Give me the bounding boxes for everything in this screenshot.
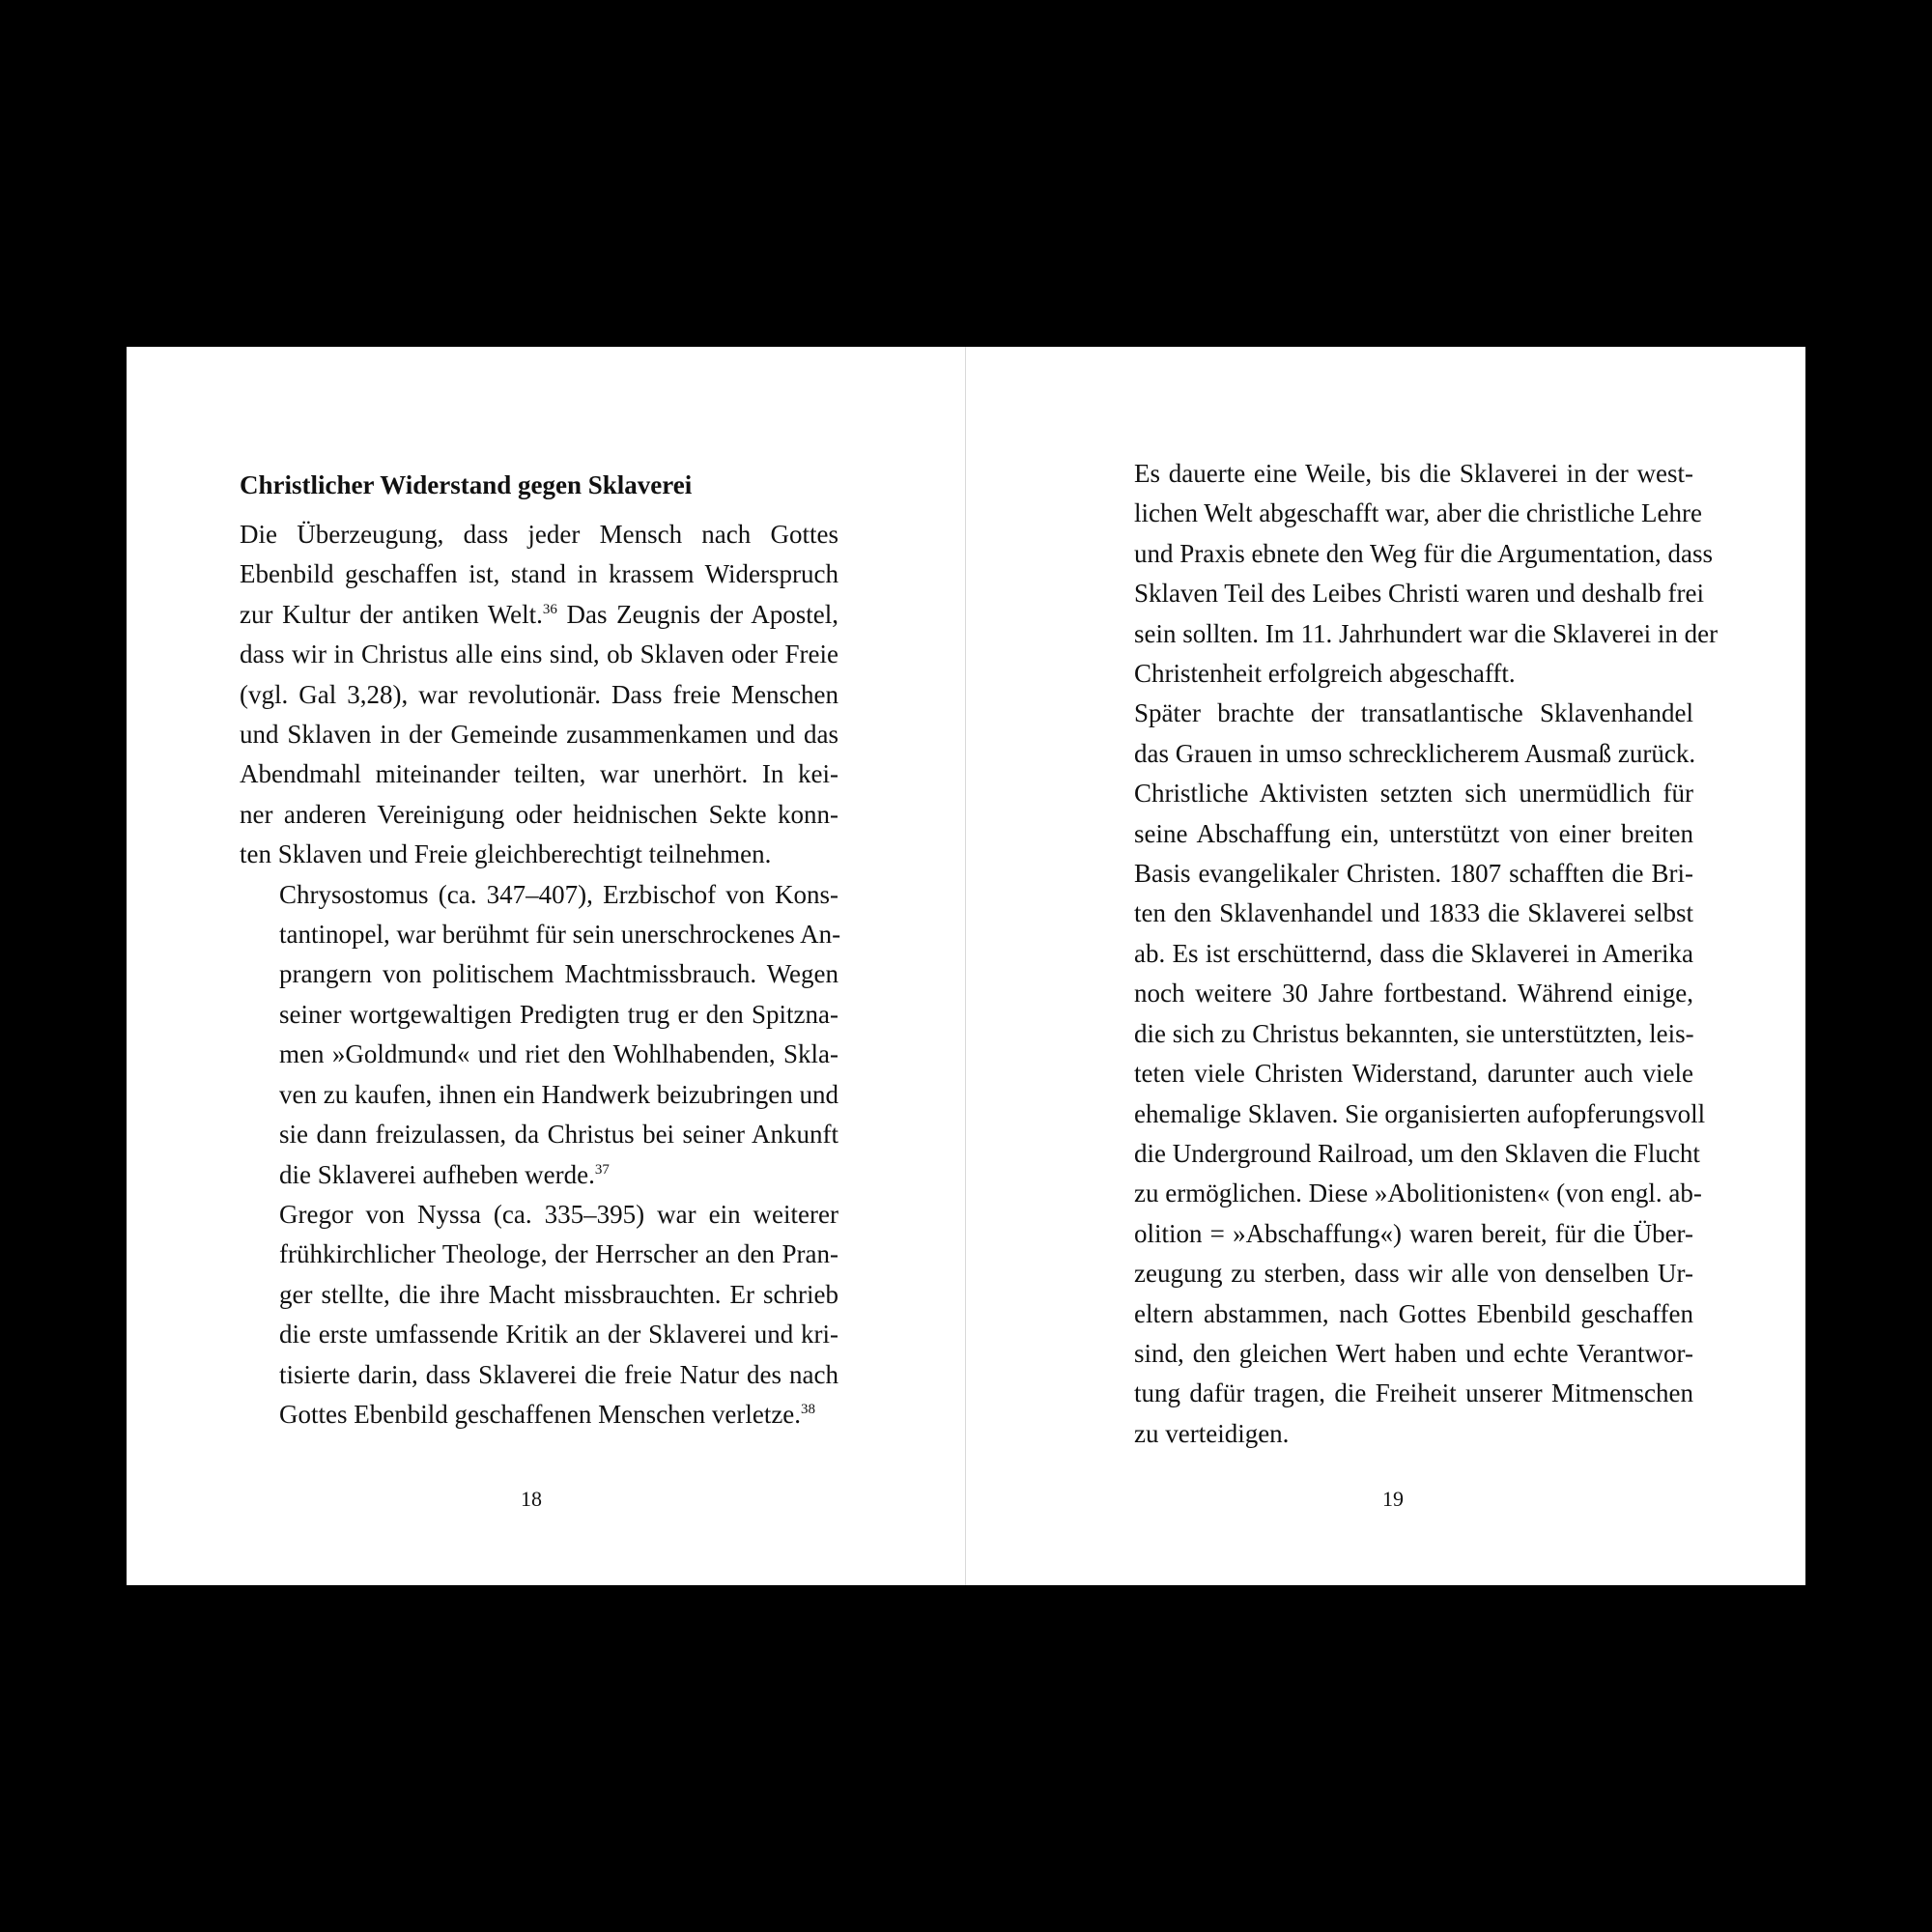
text-line: [1094, 1374, 1693, 1413]
text-line: [240, 835, 838, 874]
paragraph: [240, 1195, 838, 1435]
line-text: Es dauerte eine Weile, bis die Sklaverei in der west-: [1134, 459, 1693, 488]
text-line: [1094, 1214, 1693, 1254]
text-line: [240, 1315, 838, 1354]
text-line: [240, 515, 838, 554]
text-line: [1094, 494, 1702, 533]
footnote-marker: 37: [594, 1161, 610, 1178]
line-text: frühkirchlicher Theologe, der Herrscher an den Pran-: [279, 1239, 838, 1269]
text-line: [240, 875, 838, 915]
line-text: die Sklaverei aufheben werde.: [279, 1159, 595, 1189]
line-text: Basis evangelikaler Christen. 1807 schafften die Bri-: [1134, 859, 1693, 889]
line-text: ger stellte, die ihre Macht missbrauchten. Er schrieb: [279, 1279, 838, 1309]
text-line: [1094, 1334, 1693, 1374]
text-line: [240, 1275, 838, 1315]
line-text: ten Sklaven und Freie gleichberechtigt teilnehmen.: [240, 839, 772, 869]
text-line: [1094, 534, 1713, 574]
text-line: [1094, 774, 1693, 813]
book-spread: [127, 347, 1805, 1585]
paragraph: [1094, 454, 1719, 694]
line-text: Gregor von Nyssa (ca. 335–395) war ein weiterer: [279, 1199, 838, 1229]
line-text: (vgl. Gal 3,28), war revolutionär. Dass freie Menschen: [240, 679, 838, 709]
text-line: [240, 915, 841, 954]
line-text: teten viele Christen Widerstand, darunter auch viele: [1134, 1059, 1693, 1089]
text-line: [240, 715, 838, 754]
section-heading: Christlicher Widerstand gegen Sklaverei: [240, 470, 693, 499]
line-text: die erste umfassende Kritik an der Sklaverei und kri-: [279, 1320, 838, 1350]
text-line: [1094, 1014, 1693, 1054]
line-text: Ebenbild geschaffen ist, stand in krassem Widerspruch: [240, 559, 838, 589]
text-line: [240, 1235, 838, 1274]
paragraph: [240, 875, 841, 1195]
text-line: [1094, 1414, 1693, 1454]
text-line: [240, 635, 838, 674]
text-line: [1094, 574, 1704, 613]
text-line: [240, 954, 838, 994]
footnote-marker: 38: [801, 1401, 816, 1417]
line-text: tantinopel, war berühmt für sein unerschrockenes An-: [279, 920, 841, 950]
text-line: [1094, 974, 1693, 1013]
text-line: [240, 995, 838, 1035]
line-text: ten den Sklavenhandel und 1833 die Sklaverei selbst: [1134, 898, 1693, 928]
line-text: zeugung zu sterben, dass wir alle von denselben Ur-: [1134, 1259, 1693, 1289]
line-text: ab. Es ist erschütternd, dass die Sklaverei in Amerika: [1134, 938, 1693, 968]
right-page-body: [1094, 454, 1719, 1454]
text-line: [1094, 934, 1693, 974]
line-text: ner anderen Vereinigung oder heidnischen Sekte konn-: [240, 799, 838, 829]
text-line: [1094, 814, 1693, 854]
footnote-marker: 36: [542, 601, 557, 617]
text-line: [1094, 1134, 1700, 1174]
line-text: Christenheit erfolgreich abgeschafft.: [1134, 659, 1516, 689]
line-text: olition = »Abschaffung«) waren bereit, für die Über-: [1134, 1218, 1693, 1248]
line-text: tung dafür tragen, die Freiheit unserer Mitmenschen: [1134, 1378, 1693, 1408]
paragraph: [240, 515, 838, 875]
left-page-text: [240, 468, 841, 1435]
line-text: das Grauen in umso schrecklicherem Ausmaß zurück.: [1134, 738, 1696, 768]
text-line: [1094, 1294, 1693, 1334]
text-line: [1094, 894, 1693, 933]
line-text: tisierte darin, dass Sklaverei die freie Natur des nach: [279, 1359, 838, 1389]
right-page-text: [1094, 454, 1719, 1454]
line-text: Christliche Aktivisten setzten sich unermüdlich für: [1134, 779, 1693, 809]
line-text: zu ermöglichen. Diese »Abolitionisten« (von engl. ab-: [1134, 1179, 1702, 1208]
text-line: [1094, 1174, 1702, 1213]
text-line: [240, 1035, 838, 1074]
line-text: lichen Welt abgeschafft war, aber die christliche Lehre: [1134, 498, 1702, 528]
page-gutter: [965, 347, 966, 1585]
line-text: eltern abstammen, nach Gottes Ebenbild geschaffen: [1134, 1298, 1693, 1328]
text-line: [240, 1155, 838, 1195]
left-page-body: [240, 515, 841, 1435]
text-line: [1094, 1254, 1693, 1293]
line-text: Sklaven Teil des Leibes Christi waren und deshalb frei: [1134, 579, 1704, 609]
text-line: [240, 1395, 838, 1435]
line-text: Abendmahl miteinander teilten, war unerhört. In kei-: [240, 759, 838, 789]
line-text: sein sollten. Im 11. Jahrhundert war die Sklaverei in der: [1134, 618, 1719, 648]
line-text: sind, den gleichen Wert haben und echte Verantwor-: [1134, 1338, 1693, 1368]
text-line: [1094, 1054, 1693, 1094]
paragraph: [1094, 694, 1706, 1454]
line-text: Gottes Ebenbild geschaffenen Menschen verletze.: [279, 1399, 802, 1429]
line-text: dass wir in Christus alle eins sind, ob Sklaven oder Freie: [240, 639, 838, 669]
line-text: Chrysostomus (ca. 347–407), Erzbischof von Kons-: [279, 879, 838, 909]
line-text: zur Kultur der antiken Welt.: [240, 599, 543, 629]
line-text: seiner wortgewaltigen Predigten trug er den Spitzna-: [279, 999, 838, 1029]
text-line: [240, 1115, 838, 1154]
text-line: [1094, 694, 1693, 733]
line-text: prangern von politischem Machtmissbrauch. Wegen: [279, 959, 838, 989]
line-text: Das Zeugnis der Apostel,: [556, 599, 838, 629]
text-line: [1094, 854, 1693, 894]
page-number-left: 18: [521, 1487, 542, 1511]
line-text: und Praxis ebnete den Weg für die Argumentation, dass: [1134, 538, 1713, 568]
line-text: die sich zu Christus bekannten, sie unterstützten, leis-: [1134, 1018, 1694, 1048]
line-text: sie dann freizulassen, da Christus bei seiner Ankunft: [279, 1120, 838, 1150]
text-line: [240, 754, 838, 794]
text-line: [1094, 614, 1719, 654]
text-line: [240, 595, 838, 635]
text-line: [1094, 734, 1696, 774]
text-line: [240, 795, 838, 835]
line-text: ven zu kaufen, ihnen ein Handwerk beizubringen und: [279, 1079, 838, 1109]
line-text: die Underground Railroad, um den Sklaven die Flucht: [1134, 1138, 1700, 1168]
text-line: [240, 554, 838, 594]
line-text: ehemalige Sklaven. Sie organisierten aufopferungsvoll: [1134, 1098, 1706, 1128]
text-line: [240, 1195, 838, 1235]
line-text: Später brachte der transatlantische Sklavenhandel: [1134, 698, 1693, 728]
line-text: men »Goldmund« und riet den Wohlhabenden, Skla-: [279, 1039, 838, 1069]
text-line: [240, 675, 838, 715]
text-line: [1094, 654, 1693, 694]
line-text: noch weitere 30 Jahre fortbestand. Während einige,: [1134, 979, 1693, 1009]
text-line: [240, 1075, 838, 1115]
text-line: [1094, 1094, 1706, 1134]
page-number-right: 19: [1382, 1487, 1404, 1511]
line-text: zu verteidigen.: [1134, 1418, 1290, 1448]
line-text: Die Überzeugung, dass jeder Mensch nach Gottes: [240, 520, 838, 549]
text-line: [1094, 454, 1693, 494]
line-text: und Sklaven in der Gemeinde zusammenkamen und das: [240, 720, 838, 750]
text-line: [240, 1355, 838, 1395]
line-text: seine Abschaffung ein, unterstützt von einer breiten: [1134, 818, 1693, 848]
